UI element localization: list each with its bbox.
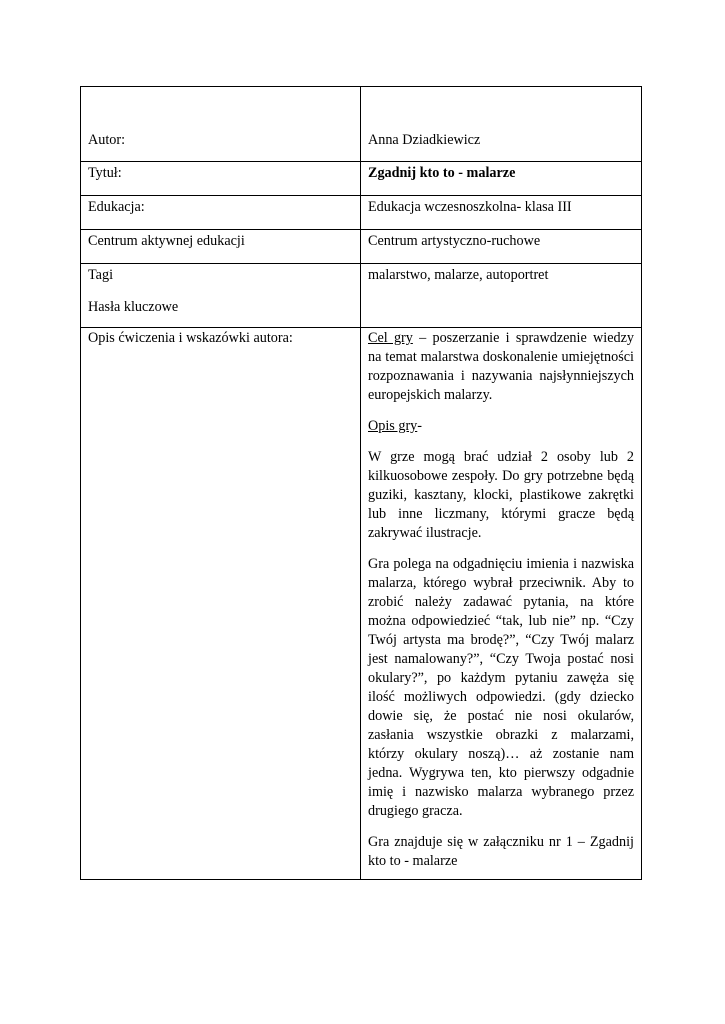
- tags-value: malarstwo, malarze, autoportret: [361, 264, 642, 328]
- center-value: Centrum artystyczno-ruchowe: [361, 230, 642, 264]
- game-description-heading-paragraph: [368, 417, 634, 436]
- row-education: [81, 196, 642, 230]
- game-description-heading: Opis gry: [368, 418, 418, 434]
- goal-paragraph: [368, 329, 634, 405]
- row-center: [81, 230, 642, 264]
- education-value: Edukacja wczesnoszkolna- klasa III: [361, 196, 642, 230]
- attachment-paragraph: Gra znajduje się w załączniku nr 1 – Zgadnij kto to - malarze: [368, 834, 634, 869]
- title-label: Tytuł:: [81, 162, 361, 196]
- row-title: [81, 162, 642, 196]
- players-paragraph: W grze mogą brać udział 2 osoby lub 2 kilkuosobowe zespoły. Do gry potrzebne będą guziki, kasztany, klocki, plastikowe zakrętki lub inne liczmany, którymi gracze będą zakrywać ilustracje.: [368, 449, 634, 541]
- game-description-suffix: -: [417, 418, 422, 434]
- center-label: Centrum aktywnej edukacji: [81, 230, 361, 264]
- description-label: Opis ćwiczenia i wskazówki autora:: [81, 328, 361, 880]
- author-label: Autor:: [81, 87, 361, 162]
- goal-heading: Cel gry: [368, 330, 413, 346]
- keywords-label: Hasła kluczowe: [88, 299, 179, 315]
- rules-paragraph: Gra polega na odgadnięciu imienia i nazwiska malarza, którego wybrał przeciwnik. Aby to zrobić należy zadawać pytania, na które można odpowiedzieć “tak, lub nie” np. “Czy Twój artysta ma brodę?”, “Czy Twój malarz jest namalowany?”, “Czy Twoja postać nosi okulary?”, po każdym pytaniu zawęża się ilość możliwych odpowiedzi. (gdy dziecko dowie się, że postać nie nosi okularów, zasłania wszystkie obrazki z malarzami, którzy okulary noszą)… aż zostanie nam jedna. Wygrywa ten, kto pierwszy odgadnie imię i nazwisko malarza wybranego przez drugiego gracza.: [368, 556, 634, 819]
- author-value: Anna Dziadkiewicz: [361, 87, 642, 162]
- title-value: Zgadnij kto to - malarze: [361, 162, 642, 196]
- tags-label-cell: [81, 264, 361, 328]
- description-value-cell: [361, 328, 642, 880]
- goal-text: – poszerzanie i sprawdzenie wiedzy na temat malarstwa doskonalenie umiejętności rozpoznawania i nazywania najsłynniejszych europejskich malarzy.: [368, 330, 634, 403]
- row-author: [81, 87, 642, 162]
- row-description: [81, 328, 642, 880]
- education-label: Edukacja:: [81, 196, 361, 230]
- row-tags: [81, 264, 642, 328]
- lesson-info-table: [80, 86, 642, 880]
- tags-label: Tagi: [88, 267, 114, 283]
